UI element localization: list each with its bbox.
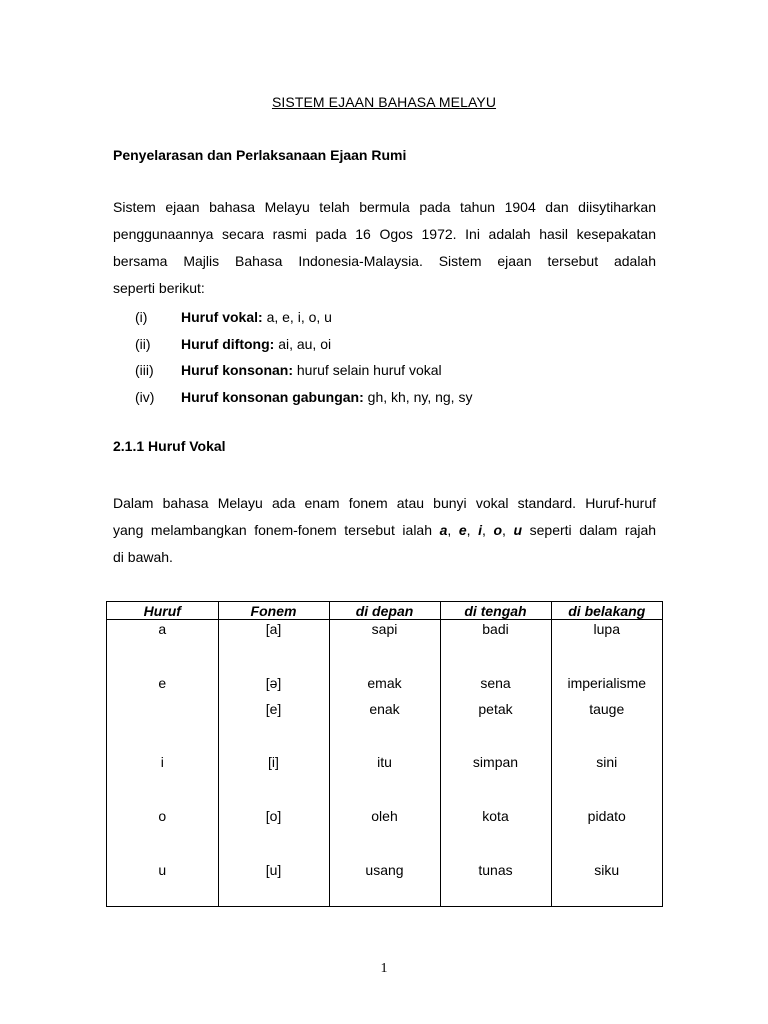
header-di-belakang: di belakang	[551, 602, 662, 620]
page-number: 1	[380, 961, 388, 976]
vocal-line: Dalam bahasa Melayu ada enam fonem atau bunyi vokal standard. Huruf-huruf	[113, 495, 656, 511]
list-item	[113, 384, 673, 411]
list-value: gh, kh, ny, ng, sy	[367, 388, 473, 405]
table-cell: a	[158, 621, 167, 637]
list-value: huruf selain huruf vokal	[296, 362, 442, 378]
table-cell: oleh	[371, 808, 398, 824]
list-label: Huruf diftong:	[181, 335, 275, 352]
table-cell: sini	[596, 754, 618, 770]
table-cell: i	[160, 754, 164, 770]
list-label: Huruf konsonan:	[181, 362, 293, 378]
section-heading: 2.1.1 Huruf Vokal	[113, 438, 226, 454]
table-cell: kota	[482, 808, 509, 824]
table-cell: [ə]	[265, 675, 282, 691]
table-cell: petak	[478, 701, 513, 717]
table-cell: usang	[365, 862, 404, 878]
table-header-row	[107, 602, 662, 620]
col-di-depan	[329, 620, 440, 907]
list-number: (ii)	[135, 335, 151, 352]
list-label: Huruf vokal:	[181, 309, 263, 325]
separator: ,	[482, 522, 494, 538]
vowel-a: a	[439, 522, 448, 538]
separator: ,	[502, 522, 514, 538]
vocal-text: seperti dalam rajah	[522, 522, 657, 538]
separator: ,	[447, 522, 459, 538]
vocal-line	[113, 517, 656, 544]
table-cell: [e]	[265, 701, 282, 717]
col-di-tengah	[440, 620, 551, 907]
table-cell: itu	[377, 754, 392, 770]
table-cell: sena	[480, 675, 511, 691]
intro-line: seperti berikut:	[113, 280, 205, 296]
list-item	[113, 331, 673, 358]
vocal-text: yang melambangkan fonem-fonem tersebut ialah	[113, 522, 440, 538]
header-fonem: Fonem	[218, 602, 329, 620]
header-di-tengah: di tengah	[440, 602, 551, 620]
list-item	[113, 304, 673, 331]
vowel-table	[106, 601, 663, 907]
table-cell: siku	[594, 862, 620, 878]
table-cell: pidato	[587, 808, 626, 824]
list-number: (iv)	[135, 388, 155, 405]
table-cell: [u]	[265, 862, 282, 878]
intro-line: bersama Majlis Bahasa Indonesia-Malaysia. Sistem ejaan tersebut adalah	[113, 253, 656, 269]
header-huruf: Huruf	[107, 602, 218, 620]
table-cell: u	[158, 862, 167, 878]
col-fonem	[218, 620, 329, 907]
vowel-u: u	[513, 522, 523, 538]
list-value: ai, au, oi	[278, 335, 332, 352]
list-number: (i)	[135, 309, 148, 325]
list-number: (iii)	[135, 362, 154, 378]
table-cell: [o]	[265, 808, 282, 824]
subheading: Penyelarasan dan Perlaksanaan Ejaan Rumi	[113, 147, 407, 163]
col-huruf	[107, 620, 218, 907]
vowel-o: o	[493, 522, 503, 538]
table-cell: o	[158, 808, 167, 824]
table-cell: tauge	[589, 701, 625, 717]
list-value: a, e, i, o, u	[266, 309, 332, 325]
intro-paragraph	[113, 194, 656, 302]
separator: ,	[466, 522, 479, 538]
table-cell: e	[158, 675, 167, 691]
vocal-line: di bawah.	[113, 549, 173, 565]
table-cell: simpan	[472, 754, 519, 770]
table-cell: emak	[367, 675, 402, 691]
table-cell: sapi	[371, 621, 398, 637]
spelling-list	[113, 304, 673, 410]
table-cell: badi	[482, 621, 509, 637]
col-di-belakang	[551, 620, 662, 907]
list-label: Huruf konsonan gabungan:	[181, 388, 364, 405]
table-cell: tunas	[478, 862, 513, 878]
header-di-depan: di depan	[329, 602, 440, 620]
table-cell: lupa	[593, 621, 620, 637]
table-cell: enak	[369, 701, 400, 717]
vowel-e: e	[458, 522, 467, 538]
page-title: SISTEM EJAAN BAHASA MELAYU	[271, 94, 497, 110]
table-cell: imperialisme	[567, 675, 647, 691]
table-cell: [i]	[268, 754, 279, 770]
vowel-i: i	[478, 522, 482, 538]
intro-line: Sistem ejaan bahasa Melayu telah bermula pada tahun 1904 dan diisytiharkan	[113, 199, 656, 215]
table-row	[107, 620, 662, 907]
table-cell: [a]	[265, 621, 282, 637]
vocal-paragraph	[113, 490, 656, 571]
list-item	[113, 357, 673, 384]
intro-line: penggunaannya secara rasmi pada 16 Ogos 1972. Ini adalah hasil kesepakatan	[113, 226, 656, 242]
